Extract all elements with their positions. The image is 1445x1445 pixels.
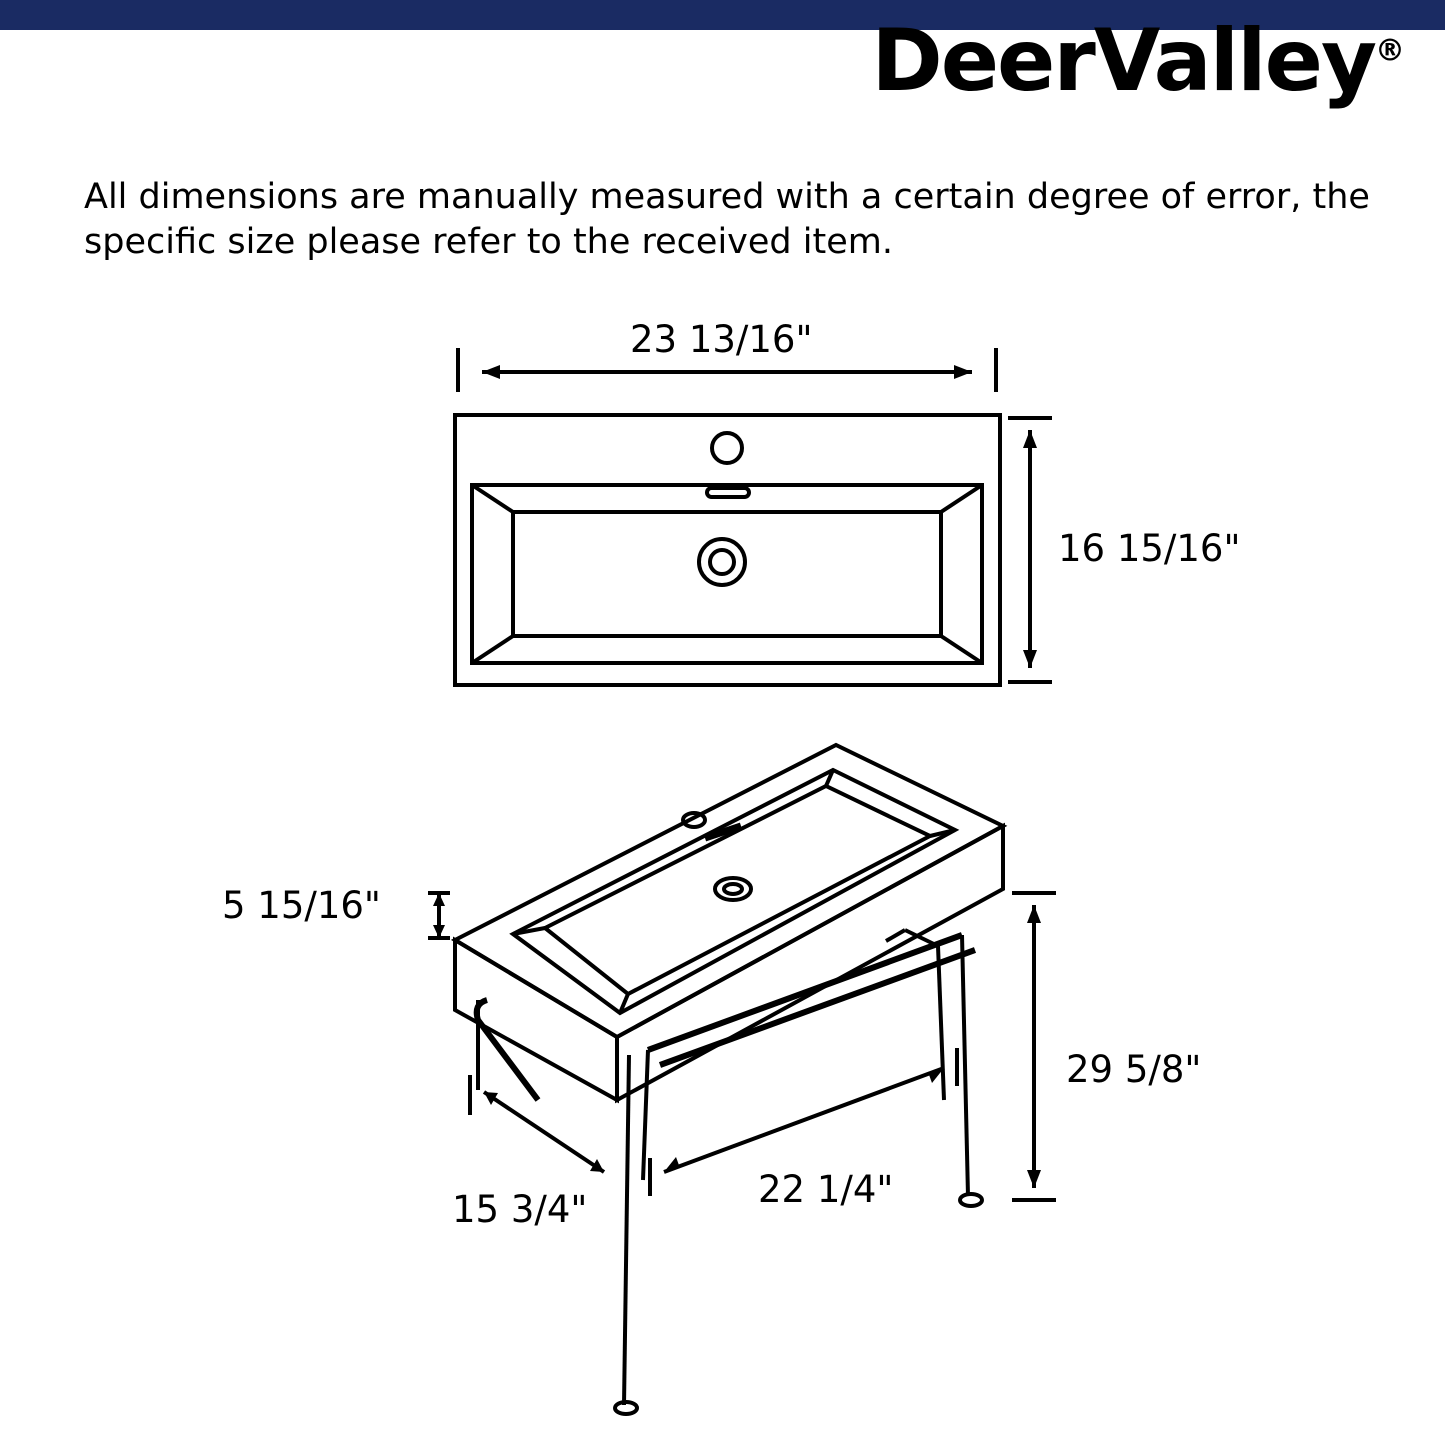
dimension-label-legdepth: 15 3/4" bbox=[452, 1188, 588, 1231]
brand-name: DeerValley bbox=[871, 11, 1375, 111]
leg-front-right bbox=[962, 935, 968, 1196]
dimension-label-width: 23 13/16" bbox=[630, 318, 813, 361]
overflow-slot bbox=[707, 488, 749, 497]
leg-front-left bbox=[624, 1055, 629, 1405]
disclaimer-text: All dimensions are manually measured with a certain degree of error, the specific size please refer to the received item. bbox=[84, 177, 1370, 262]
dim-legwidth-line bbox=[664, 1068, 944, 1172]
leg-foot-front-right bbox=[960, 1194, 982, 1206]
drain-outer bbox=[699, 539, 745, 585]
leg-foot-front-left bbox=[615, 1402, 637, 1414]
drain-outer-perspective bbox=[715, 878, 751, 900]
dimension-label-legwidth: 22 1/4" bbox=[758, 1168, 894, 1211]
registered-trademark-icon: ® bbox=[1375, 33, 1405, 69]
faucet-hole bbox=[712, 433, 742, 463]
sink-top-face bbox=[455, 745, 1003, 1037]
dimension-label-height: 29 5/8" bbox=[1066, 1048, 1202, 1091]
basin-opening bbox=[513, 770, 955, 1013]
dimension-label-depth: 16 15/16" bbox=[1058, 527, 1241, 570]
drain-inner bbox=[710, 550, 734, 574]
leg-front-left-inner bbox=[643, 1050, 648, 1180]
shelf-rail-back bbox=[886, 930, 905, 941]
drain-inner-perspective bbox=[724, 884, 742, 894]
leg-rear-right bbox=[938, 946, 944, 1100]
dimension-label-basin: 5 15/16" bbox=[222, 884, 381, 927]
dim-legdepth-line bbox=[484, 1092, 604, 1172]
